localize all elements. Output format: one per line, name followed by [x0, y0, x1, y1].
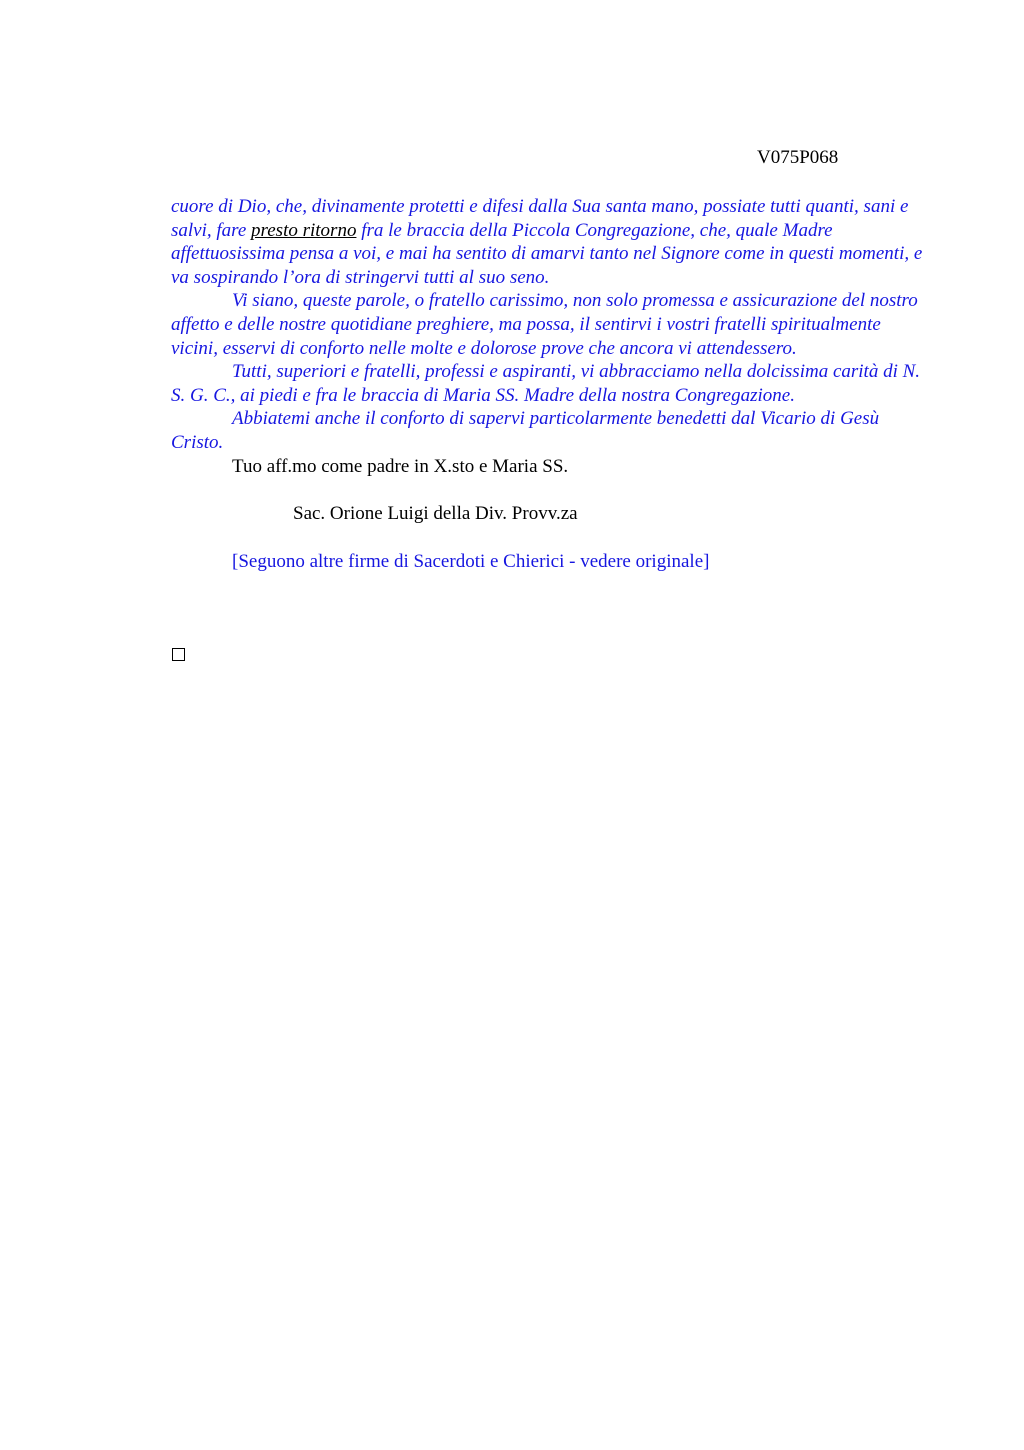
paragraph-3: Tutti, superiori e fratelli, professi e aspiranti, vi abbracciamo nella dolcissima carità di N. S. G. C., ai piedi e fra le braccia di Maria SS. Madre della nostra Congregazione.	[171, 361, 921, 406]
paragraph-1-text-a: cuore di Dio, che, divinamente protetti e difesi dalla Sua santa mano, possiate tutti quanti, sani e salvi, fare	[171, 196, 909, 241]
closing-line: Tuo aff.mo come padre in X.sto e Maria SS.	[232, 455, 569, 477]
signature: Sac. Orione Luigi della Div. Provv.za	[293, 503, 578, 525]
paragraph-2: Vi siano, queste parole, o fratello carissimo, non solo promessa e assicurazione del nostro affetto e delle nostre quotidiane preghiere, ma possa, il sentirvi i vostri fratelli spiritualmente vicini, esservi di conforto nelle molte e dolorose prove che ancora vi attendessero.	[171, 290, 918, 359]
paragraph-1	[171, 195, 931, 289]
editor-note: [Seguono altre firme di Sacerdoti e Chierici - vedere originale]	[232, 550, 710, 572]
paragraph-1-text-b: fra le braccia della Piccola Congregazione, che, quale Madre affettuosissima pensa a voi, e mai ha sentito di amarvi tanto nel Signore come in questi momenti, e va sospirando l’ora di stringervi tutti al suo seno.	[171, 219, 923, 288]
page-id: V075P068	[757, 147, 839, 168]
paragraph-4: Abbiatemi anche il conforto di sapervi particolarmente benedetti dal Vicario di Gesù Cristo.	[171, 408, 880, 453]
underlined-phrase: presto ritorno	[251, 219, 357, 241]
square-outline-icon	[172, 648, 185, 661]
letter-body	[171, 195, 931, 573]
